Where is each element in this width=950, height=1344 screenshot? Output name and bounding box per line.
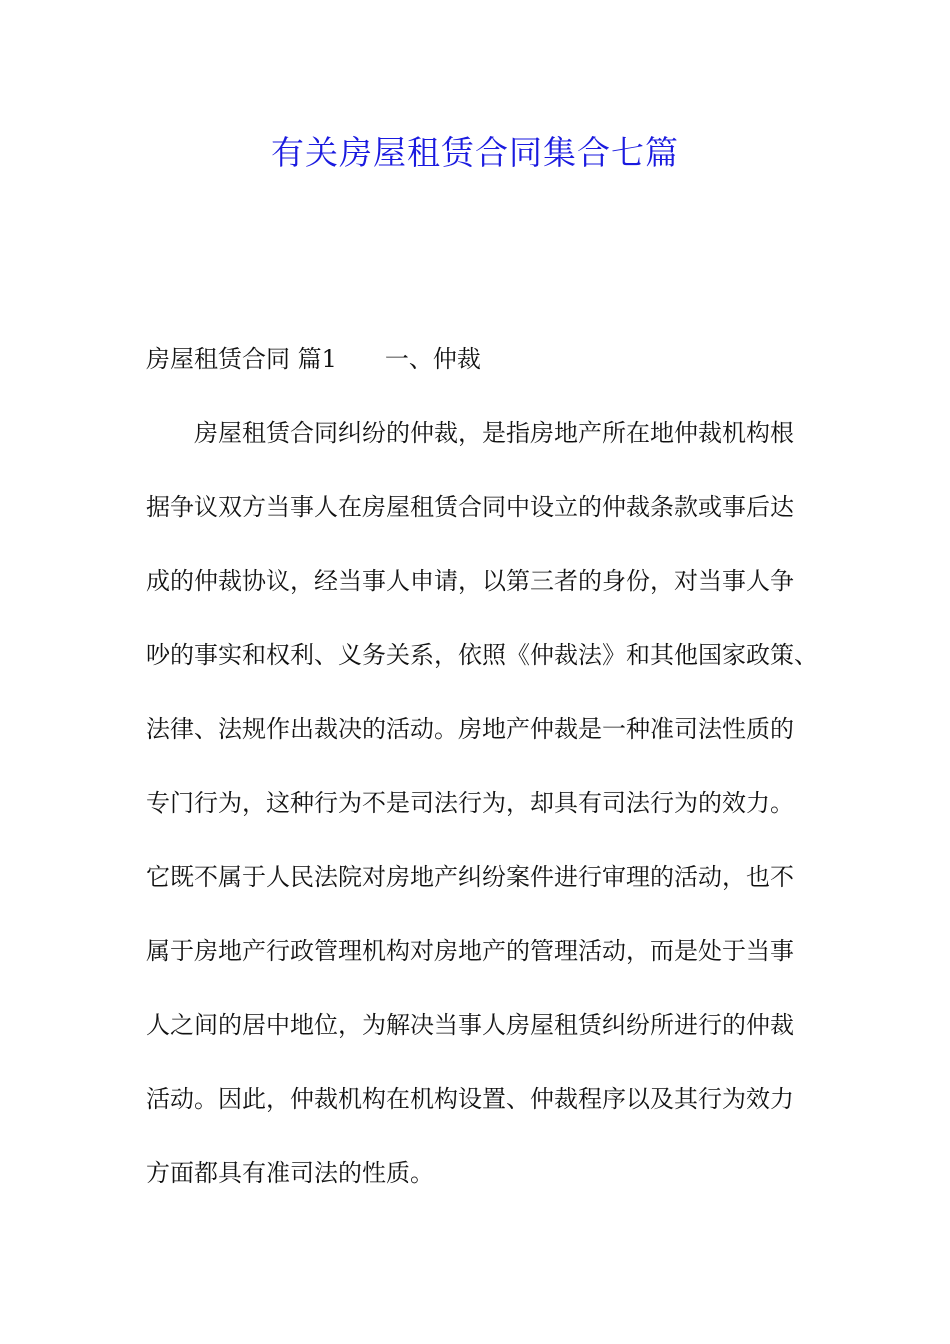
section-heading (146, 341, 826, 377)
paragraph-line: 法律、法规作出裁决的活动。房地产仲裁是一种准司法性质的 (146, 715, 794, 743)
paragraph-line: 属于房地产行政管理机构对房地产的管理活动，而是处于当事 (146, 937, 794, 965)
page-title: 有关房屋租赁合同集合七篇 (271, 133, 679, 172)
section-subheading: 一、仲裁 (384, 345, 481, 373)
paragraph-line: 房屋租赁合同纠纷的仲裁，是指房地产所在地仲裁机构根 (194, 419, 794, 447)
paragraph-line: 据争议双方当事人在房屋租赁合同中设立的仲裁条款或事后达 (146, 493, 794, 521)
paragraph-line: 它既不属于人民法院对房地产纠纷案件进行审理的活动，也不 (146, 863, 794, 891)
paragraph-line: 活动。因此，仲裁机构在机构设置、仲裁程序以及其行为效力 (146, 1085, 794, 1113)
paragraph-line: 成的仲裁协议，经当事人申请，以第三者的身份，对当事人争 (146, 567, 794, 595)
section-label: 房屋租赁合同 篇1 (146, 345, 337, 373)
paragraph-line: 方面都具有准司法的性质。 (146, 1159, 434, 1187)
paragraph-line: 人之间的居中地位，为解决当事人房屋租赁纠纷所进行的仲裁 (146, 1011, 794, 1039)
paragraph-line: 吵的事实和权利、义务关系，依照《仲裁法》和其他国家政策、 (146, 641, 818, 669)
paragraph-line: 专门行为，这种行为不是司法行为，却具有司法行为的效力。 (146, 789, 794, 817)
